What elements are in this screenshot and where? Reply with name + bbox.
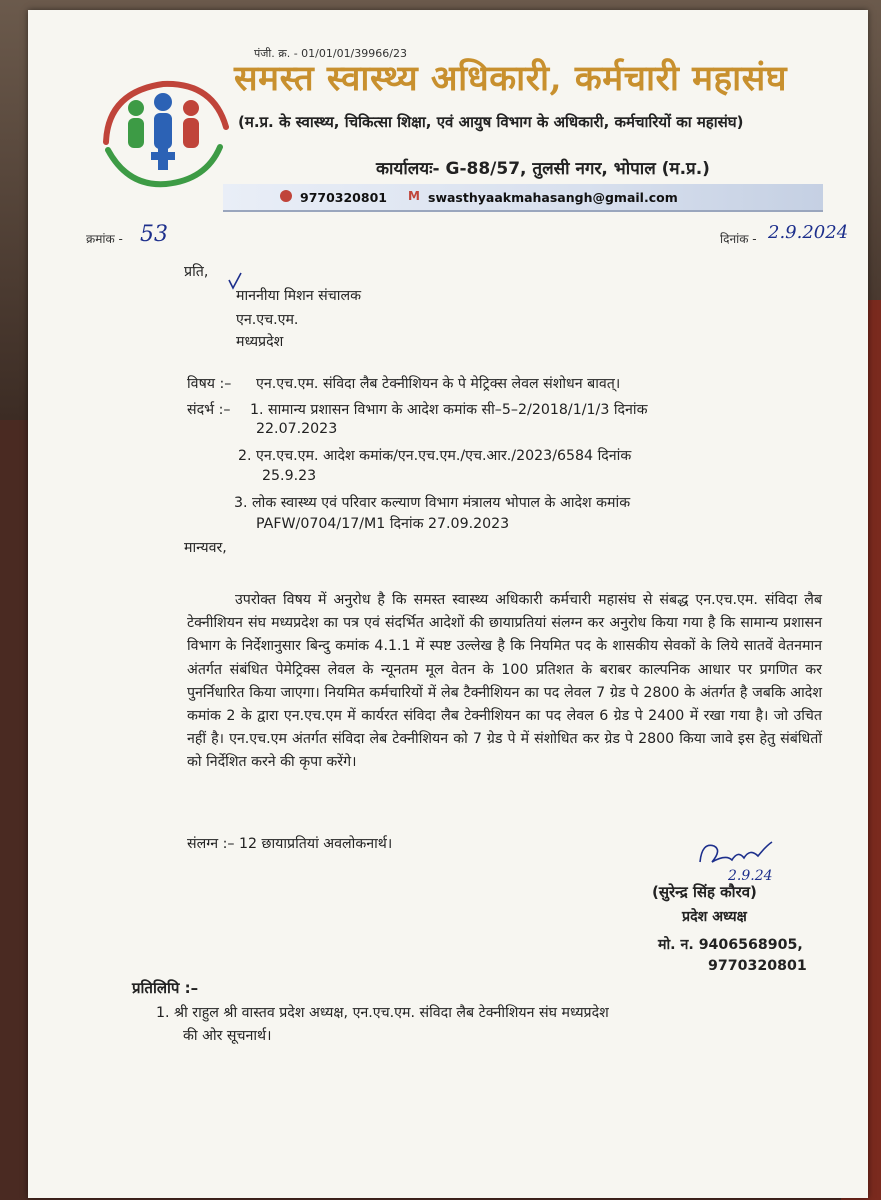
subject-text: एन.एच.एम. संविदा लैब टेक्नीशियन के पे मेट्रिक्स लेवल संशोधन बावत्। [256, 376, 621, 392]
body-text: उपरोक्त विषय में अनुरोध है कि समस्त स्वास्थ्य अधिकारी कर्मचारी महासंघ से संबद्ध एन.एच.एम. संविदा लैब टेक्नीशियन संघ मध्यप्रदेश का पत्र एवं संदर्भित आदेशों की छायाप्रतियां संलग्न कर अनुरोध किया गया है कि सामान्य प्रशासन विभाग के निर्देशानुसार बिन्दु कमांक 4.1.1 में स्पष्ट उल्लेख है कि नियमित पद के शासकीय सेवकों के लिये सातवें वेतनमान अंतर्गत संबंधित पेमेट्रिक्स लेवल के न्यूनतम मूल वेतन के 100 प्रतिशत के बराबर काल्पनिक आधार पर प्रगणित कर पुनर्निधारित किया जाएगा। नियमित कर्मचारियों में लेब टैक्नीशियन का पद लेवल 7 ग्रेड पे 2800 के अंतर्गत है जबकि आदेश कमांक 2 के द्वारा एन.एच.एम में कार्यरत संविदा लैब टेक्नीशियन का पद लेवल 6 ग्रेड पे 2400 में रखा गया है। जो उचित नहीं है। एन.एच.एम अंतर्गत संविदा लेब टेक्नीशियन को 7 ग्रेड पे में संशोधित कर ग्रेड पे 2800 किया जावे इस हेतु संबंधितों को निर्देशित करने की कृपा करेंगे। [187, 592, 822, 771]
salutation: मान्यवर, [184, 540, 227, 556]
signatory-mobile-1: मो. न. 9406568905, [658, 937, 803, 953]
reference-3-line-2: PAFW/0704/17/M1 दिनांक 27.09.2023 [256, 516, 510, 532]
signature-scribble [696, 836, 776, 872]
letter-paper [28, 10, 868, 1198]
reference-2-line-2: 25.9.23 [262, 468, 317, 484]
dinank-value: 2.9.2024 [768, 222, 849, 243]
reference-1-line-1: 1. सामान्य प्रशासन विभाग के आदेश कमांक सी–5–2/2018/1/1/3 दिनांक [250, 402, 648, 418]
dinank-label: दिनांक - [720, 232, 757, 246]
copy-item-1-line-2: की ओर सूचनार्थ। [183, 1028, 272, 1044]
signature-date: 2.9.24 [728, 868, 773, 884]
registration-number: पंजी. क्र. - 01/01/01/39966/23 [254, 47, 407, 60]
signatory-mobile-2: 9770320801 [708, 958, 807, 974]
organization-subtitle: (म.प्र. के स्वास्थ्य, चिकित्सा शिक्षा, एवं आयुष विभाग के अधिकारी, कर्मचारियों का महासंघ) [238, 113, 744, 131]
reference-3-line-1: 3. लोक स्वास्थ्य एवं परिवार कल्याण विभाग मंत्रालय भोपाल के आदेश कमांक [234, 495, 631, 511]
kramank-value: 53 [140, 222, 168, 247]
phone-icon [280, 190, 292, 202]
recipient-line-2: एन.एच.एम. [236, 312, 299, 328]
subject-label: विषय :– [187, 376, 232, 392]
body-paragraph [187, 589, 822, 775]
recipient-line-1: माननीया मिशन संचालक [236, 288, 361, 304]
signatory-name: (सुरेन्द्र सिंह कौरव) [652, 883, 757, 901]
mail-icon: M [408, 189, 420, 203]
kramank-label: क्रमांक - [86, 232, 123, 246]
references-label: संदर्भ :– [187, 402, 231, 418]
contact-phone: 9770320801 [300, 190, 387, 205]
contact-email: swasthyaakmahasangh@gmail.com [428, 190, 678, 205]
reference-1-line-2: 22.07.2023 [256, 421, 338, 437]
office-address: कार्यालयः- G-88/57, तुलसी नगर, भोपाल (म.प्र.) [376, 159, 710, 179]
copy-label: प्रतिलिपि :– [132, 979, 199, 997]
organization-logo [88, 72, 238, 192]
copy-item-1-line-1: 1. श्री राहुल श्री वास्तव प्रदेश अध्यक्ष, एन.एच.एम. संविदा लैब टेक्नीशियन संघ मध्यप्रदेश [156, 1005, 609, 1021]
organization-name: समस्त स्वास्थ्य अधिकारी, कर्मचारी महासंघ [234, 58, 788, 99]
prati-label: प्रति, [184, 264, 209, 280]
recipient-line-3: मध्यप्रदेश [236, 334, 284, 350]
signatory-designation: प्रदेश अध्यक्ष [682, 909, 747, 925]
enclosure: संलग्न :– 12 छायाप्रतियां अवलोकनार्थ। [187, 836, 393, 852]
reference-2-line-1: 2. एन.एच.एम. आदेश कमांक/एन.एच.एम./एच.आर./2023/6584 दिनांक [238, 448, 632, 464]
